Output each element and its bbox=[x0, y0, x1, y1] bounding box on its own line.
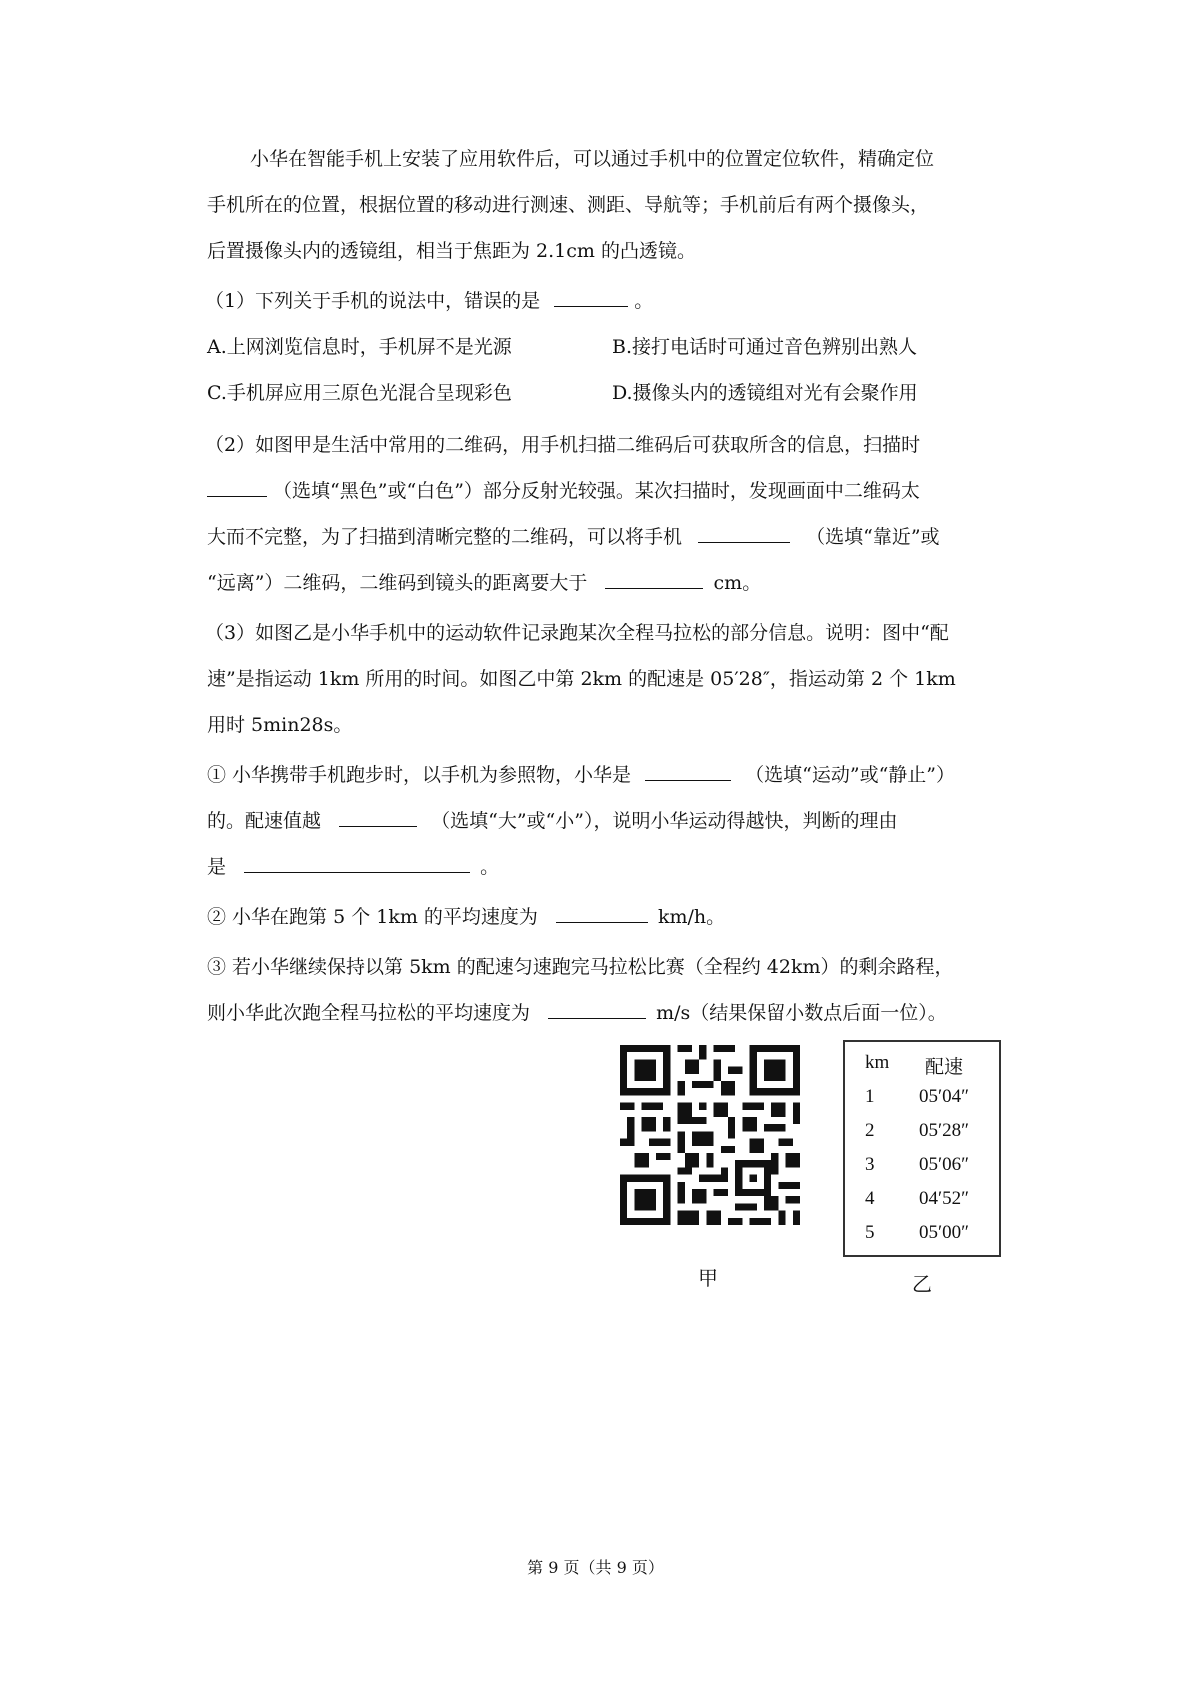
pace-header-pace: 配速 bbox=[925, 1056, 964, 1078]
q2-line-4a: “远离”）二维码，二维码到镜头的距离要大于 bbox=[207, 572, 588, 594]
q2-line-3 bbox=[207, 514, 1007, 560]
pace-table bbox=[843, 1040, 1001, 1257]
q1-option-c: C.手机屏应用三原色光混合呈现彩色 bbox=[207, 382, 512, 404]
q3-sub2-text-a: ② 小华在跑第 5 个 1km 的平均速度为 bbox=[207, 906, 538, 928]
q2-line-4b: cm。 bbox=[713, 572, 762, 594]
q3-sub1-text-e: 是 bbox=[207, 856, 227, 878]
intro-line-3: 后置摄像头内的透镜组，相当于焦距为 2.1cm 的凸透镜。 bbox=[207, 240, 696, 262]
q3-sub3-line-2 bbox=[207, 990, 1007, 1036]
q3-sub1-text-b: （选填“运动”或“静止”） bbox=[745, 764, 955, 786]
q1-stem bbox=[205, 278, 1005, 324]
pace-header-km: km bbox=[865, 1052, 890, 1073]
pace-value-4: 04′52″ bbox=[919, 1188, 970, 1209]
q3-line-3: 用时 5min28s。 bbox=[207, 714, 353, 736]
q3-speed-ms-blank[interactable] bbox=[548, 992, 646, 1019]
q3-sub1-text-c: 的。配速值越 bbox=[207, 810, 322, 832]
q3-line-2: 速”是指运动 1km 所用的时间。如图乙中第 2km 的配速是 05′28″，指运动第 2 个 1km bbox=[207, 668, 956, 690]
q3-sub1-line-3 bbox=[207, 844, 1007, 890]
q3-sub2-text-b: km/h。 bbox=[658, 906, 726, 928]
q3-sub3-text-b: 则小华此次跑全程马拉松的平均速度为 bbox=[207, 1002, 531, 1024]
figure-jia-caption: 甲 bbox=[698, 1266, 718, 1290]
q2-direction-blank[interactable] bbox=[698, 516, 790, 543]
q3-speed-kmh-blank[interactable] bbox=[556, 896, 648, 923]
figure-yi-caption: 乙 bbox=[912, 1272, 932, 1296]
intro-line-2: 手机所在的位置，根据位置的移动进行测速、测距、导航等；手机前后有两个摄像头， bbox=[207, 194, 930, 216]
q1-option-d: D.摄像头内的透镜组对光有会聚作用 bbox=[612, 382, 918, 404]
pace-km-4: 4 bbox=[865, 1188, 875, 1209]
q2-distance-blank[interactable] bbox=[605, 562, 703, 589]
q1-stem-text: （1）下列关于手机的说法中，错误的是 bbox=[205, 290, 541, 312]
q3-sub1-text-a: ① 小华携带手机跑步时，以手机为参照物，小华是 bbox=[207, 764, 632, 786]
pace-km-2: 2 bbox=[865, 1120, 875, 1141]
q3-sub3-text-c: m/s（结果保留小数点后面一位）。 bbox=[656, 1002, 947, 1024]
q3-motion-blank[interactable] bbox=[645, 754, 731, 781]
q2-line-3b: （选填“靠近”或 bbox=[806, 526, 940, 548]
q3-sub1-text-f: 。 bbox=[480, 856, 500, 878]
pace-value-1: 05′04″ bbox=[919, 1086, 970, 1107]
q3-reason-blank[interactable] bbox=[244, 846, 470, 873]
pace-value-2: 05′28″ bbox=[919, 1120, 970, 1141]
q2-line-1: （2）如图甲是生活中常用的二维码，用手机扫描二维码后可获取所含的信息，扫描时 bbox=[205, 434, 921, 456]
q1-option-b: B.接打电话时可通过音色辨别出熟人 bbox=[612, 336, 918, 358]
q3-sub2 bbox=[207, 894, 1007, 940]
pace-km-3: 3 bbox=[865, 1154, 875, 1175]
q1-stem-end: 。 bbox=[634, 290, 654, 312]
q3-sub1-text-d: （选填“大”或“小”），说明小华运动得越快，判断的理由 bbox=[431, 810, 898, 832]
q3-sub1-line-2 bbox=[207, 798, 1007, 844]
page-footer: 第 9 页（共 9 页） bbox=[527, 1558, 664, 1577]
qr-code-image bbox=[620, 1043, 800, 1227]
q2-line-2 bbox=[207, 468, 1007, 514]
q2-line-3a: 大而不完整，为了扫描到清晰完整的二维码，可以将手机 bbox=[207, 526, 683, 548]
pace-km-5: 5 bbox=[865, 1222, 875, 1243]
q2-line-4 bbox=[207, 560, 1007, 606]
q1-answer-blank[interactable] bbox=[554, 280, 628, 307]
q3-pace-size-blank[interactable] bbox=[339, 800, 417, 827]
pace-value-5: 05′00″ bbox=[919, 1222, 970, 1243]
q3-sub1-line-1 bbox=[207, 752, 1007, 798]
q1-option-a: A.上网浏览信息时，手机屏不是光源 bbox=[207, 336, 512, 358]
q3-line-1: （3）如图乙是小华手机中的运动软件记录跑某次全程马拉松的部分信息。说明：图中“配 bbox=[205, 622, 949, 644]
q2-color-blank[interactable] bbox=[207, 470, 267, 497]
q2-line-2-text: （选填“黑色”或“白色”）部分反射光较强。某次扫描时，发现画面中二维码太 bbox=[273, 480, 920, 502]
pace-value-3: 05′06″ bbox=[919, 1154, 970, 1175]
q3-sub3-line-1: ③ 若小华继续保持以第 5km 的配速匀速跑完马拉松比赛（全程约 42km）的剩余路程， bbox=[207, 956, 954, 978]
intro-line-1: 小华在智能手机上安装了应用软件后，可以通过手机中的位置定位软件，精确定位 bbox=[250, 148, 935, 170]
pace-km-1: 1 bbox=[865, 1086, 875, 1107]
